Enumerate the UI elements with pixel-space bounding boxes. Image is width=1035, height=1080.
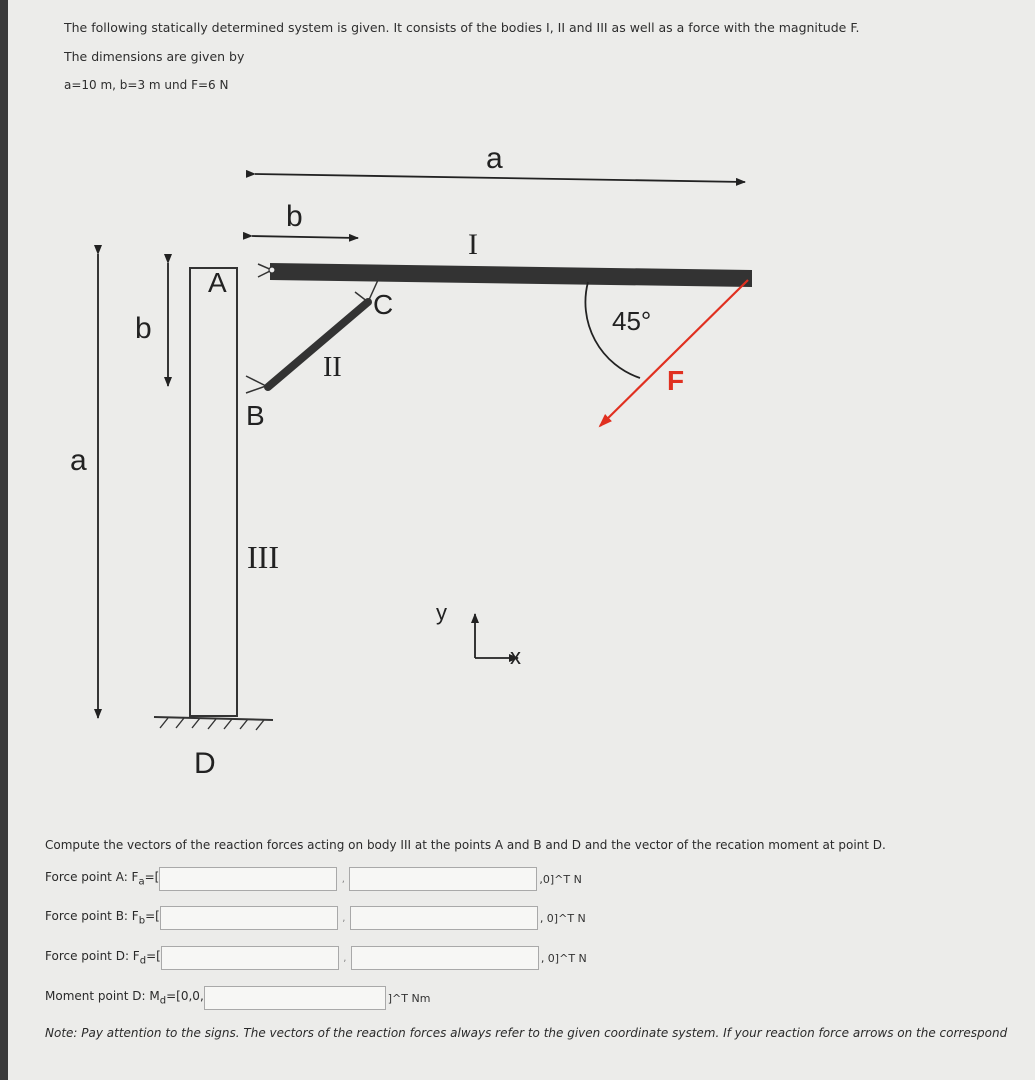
moment-D-label: Moment point D: $M_d=[0,0$, xyxy=(45,989,204,1007)
moment-D-z-input[interactable] xyxy=(204,986,386,1010)
point-D-label: D xyxy=(194,747,216,780)
y-axis-label: y xyxy=(436,600,447,625)
dimension-b-top-label: b xyxy=(286,200,303,233)
dimension-b-top-arrow xyxy=(252,236,358,238)
pin-B-icon xyxy=(246,376,266,393)
point-C-label: C xyxy=(373,289,394,320)
mechanics-diagram xyxy=(0,130,800,780)
x-axis-label: x xyxy=(510,644,521,669)
force-B-x-input[interactable] xyxy=(160,906,338,930)
force-A-label: Force point A: $F_a=$[ xyxy=(45,870,160,888)
strut-body-II xyxy=(268,302,368,387)
column-body-III xyxy=(190,268,237,716)
moment-D-row xyxy=(45,983,430,1013)
body-II-label: II xyxy=(323,352,342,383)
beam-body-I xyxy=(270,263,752,287)
intro-line-2: The dimensions are given by xyxy=(64,49,245,64)
separator: , xyxy=(343,952,347,964)
force-B-y-input[interactable] xyxy=(350,906,538,930)
force-F-label: F xyxy=(667,365,685,396)
separator: , xyxy=(341,873,345,885)
dimension-a-top-label: a xyxy=(486,142,503,175)
force-A-row xyxy=(45,864,582,894)
force-B-row xyxy=(45,903,586,933)
ground-line xyxy=(154,717,273,720)
body-III-label: III xyxy=(247,539,279,575)
force-A-suffix: ,0]^T N xyxy=(539,872,582,886)
force-B-suffix: , 0]^T N xyxy=(539,911,586,925)
point-A-label: A xyxy=(208,267,227,298)
dimension-b-left-label: b xyxy=(135,312,152,345)
dimension-a-top-arrow xyxy=(255,174,745,182)
force-D-x-input[interactable] xyxy=(161,946,339,970)
point-B-label: B xyxy=(246,400,265,431)
force-D-suffix: , 0]^T N xyxy=(540,951,587,965)
intro-line-3: a=10 m, b=3 m und F=6 N xyxy=(64,78,229,92)
angle-label: 45° xyxy=(612,306,652,336)
force-A-y-input[interactable] xyxy=(349,867,537,891)
moment-D-suffix: ]^T Nm xyxy=(387,991,431,1005)
force-B-label: Force point B: $F_b=$[ xyxy=(45,909,160,927)
intro-line-1: The following statically determined system is given. It consists of the bodies I, II and III as well as a force with the magnitude F. xyxy=(64,20,860,35)
force-A-x-input[interactable] xyxy=(159,867,337,891)
dimension-a-left-label: a xyxy=(70,444,87,477)
body-I-label: I xyxy=(468,228,478,261)
force-D-row xyxy=(45,943,587,973)
force-D-y-input[interactable] xyxy=(351,946,539,970)
problem-statement xyxy=(64,20,859,107)
force-D-label: Force point D: $F_d=$[ xyxy=(45,949,161,967)
hinge-A-icon xyxy=(269,267,275,273)
separator: , xyxy=(342,912,346,924)
note-text: Note: Pay attention to the signs. The vectors of the reaction forces always refer to the given coordinate system. If your reaction force arrows on the correspond xyxy=(45,1026,1008,1040)
force-F-arrow xyxy=(600,280,748,426)
task-section xyxy=(45,838,1035,1040)
task-question: Compute the vectors of the reaction forces acting on body III at the points A and B and D and the vector of the recation moment at point D. xyxy=(45,838,886,852)
